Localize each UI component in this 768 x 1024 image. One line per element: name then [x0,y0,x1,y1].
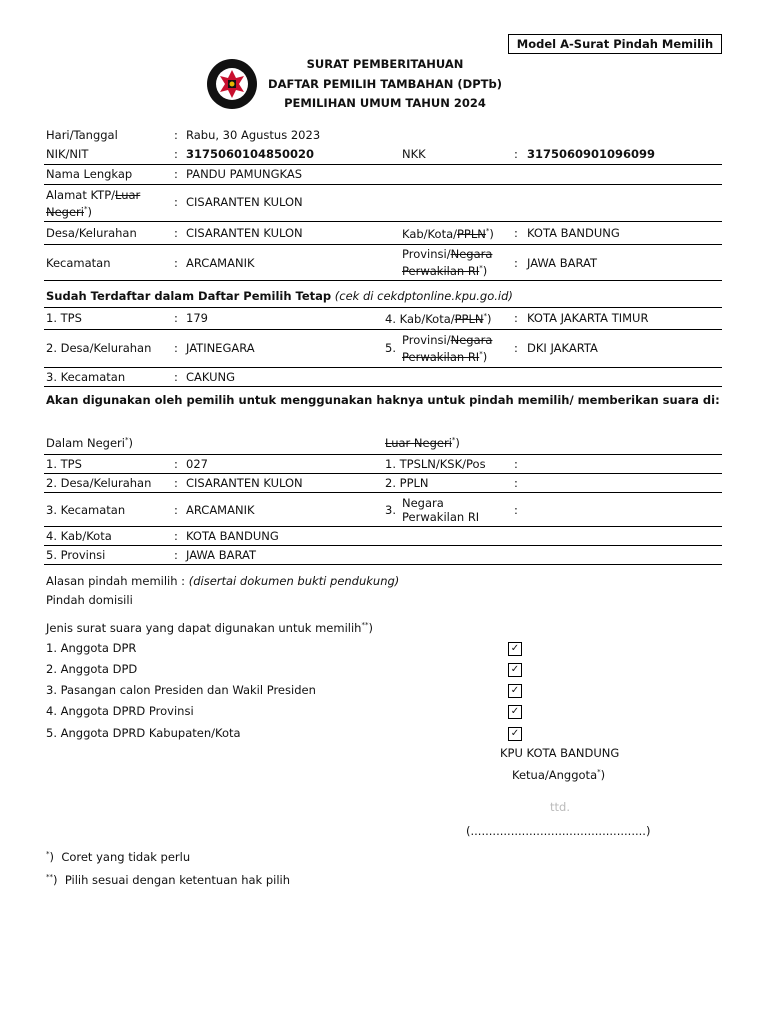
s1-prov-num: 5. [385,341,396,355]
s1-kab-label: 4. Kab/Kota/PPLN*) [385,312,492,326]
s1-tps-label: 1. TPS [46,311,82,325]
s2-kab-value: KOTA BANDUNG [186,529,279,543]
kab-value: KOTA BANDUNG [527,226,620,240]
footnote-1: *) Coret yang tidak perlu [46,850,191,864]
sep: : [174,370,178,384]
section2-heading: Akan digunakan oleh pemilih untuk menggunakan haknya untuk pindah memilih/ memberikan suara di: [46,393,720,407]
s2-kec-value: ARCAMANIK [186,503,255,517]
sep: : [174,503,178,517]
checkbox-dprd-kabkota[interactable]: ✓ [508,727,522,741]
sep: : [514,256,518,270]
sep: : [174,256,178,270]
title-line-3: PEMILIHAN UMUM TAHUN 2024 [284,96,486,110]
kpu-logo-icon [206,58,258,110]
sep: : [174,147,178,161]
nkk-label: NKK [402,147,426,161]
s1-prov-value: DKI JAKARTA [527,341,598,355]
checkbox-dprd-provinsi[interactable]: ✓ [508,705,522,719]
alasan-label: Alasan pindah memilih : (disertai dokumen bukti pendukung) [46,574,400,588]
s2-ppln-label: 2. PPLN [385,476,429,490]
luar-negeri-label: Luar Negeri*) [385,436,460,450]
sep: : [514,226,518,240]
s2-desa-label: 2. Desa/Kelurahan [46,476,152,490]
jenis-item: 4. Anggota DPRD Provinsi [46,704,194,718]
desa-value: CISARANTEN KULON [186,226,303,240]
s2-prov-value: JAWA BARAT [186,548,256,562]
sep: : [514,311,518,325]
s2-negara-num: 3. [385,503,396,517]
sep: : [174,476,178,490]
s1-kec-value: CAKUNG [186,370,236,384]
sep: : [174,548,178,562]
jenis-item: 3. Pasangan calon Presiden dan Wakil Presiden [46,683,316,697]
s1-kab-value: KOTA JAKARTA TIMUR [527,311,649,325]
title-line-2: DAFTAR PEMILIH TAMBAHAN (DPTb) [268,77,502,91]
nik-label: NIK/NIT [46,147,89,161]
s1-prov-label: Provinsi/Negara Perwakilan RI*) [402,333,493,364]
sep: : [514,457,518,471]
sep: : [174,311,178,325]
signature-role: Ketua/Anggota*) [512,768,606,782]
checkbox-presiden[interactable]: ✓ [508,684,522,698]
sep: : [514,147,518,161]
nkk-value: 3175060901096099 [527,147,656,161]
alamat-value: CISARANTEN KULON [186,195,303,209]
nama-label: Nama Lengkap [46,167,133,181]
dalam-negeri-label: Dalam Negeri*) [46,436,133,450]
s2-desa-value: CISARANTEN KULON [186,476,303,490]
alasan-value: Pindah domisili [46,593,133,607]
s2-negara-label: Negara Perwakilan RI [402,496,480,524]
alamat-label: Alamat KTP/Luar Negeri*) [46,188,141,219]
s1-tps-value: 179 [186,311,208,325]
desa-label: Desa/Kelurahan [46,226,137,240]
sep: : [174,167,178,181]
kec-label: Kecamatan [46,256,111,270]
sep: : [174,529,178,543]
checkbox-dpd[interactable]: ✓ [508,663,522,677]
sep: : [174,457,178,471]
kab-label: Kab/Kota/PPLN*) [402,227,494,241]
sep: : [174,128,178,142]
signature-ttd: ttd. [550,800,570,814]
nama-value: PANDU PAMUNGKAS [186,167,303,181]
sep: : [174,341,178,355]
s2-tpsln-label: 1. TPSLN/KSK/Pos [385,457,486,471]
model-label: Model A-Surat Pindah Memilih [508,34,722,54]
s2-tps-value: 027 [186,457,208,471]
hari-label: Hari/Tanggal [46,128,118,142]
sep: : [514,341,518,355]
footnote-2: **) Pilih sesuai dengan ketentuan hak pilih [46,873,291,887]
s2-kec-label: 3. Kecamatan [46,503,126,517]
s1-kec-label: 3. Kecamatan [46,370,126,384]
jenis-item: 1. Anggota DPR [46,641,137,655]
s1-desa-value: JATINEGARA [186,341,255,355]
jenis-label: Jenis surat suara yang dapat digunakan untuk memilih**) [46,621,373,635]
jenis-item: 2. Anggota DPD [46,662,138,676]
prov-label: Provinsi/Negara Perwakilan RI*) [402,247,493,278]
title-line-1: SURAT PEMBERITAHUAN [306,57,464,71]
signature-name-line: (................................................) [466,824,651,838]
s2-kab-label: 4. Kab/Kota [46,529,112,543]
s2-prov-label: 5. Provinsi [46,548,106,562]
sep: : [174,226,178,240]
prov-value: JAWA BARAT [527,256,597,270]
sep: : [514,476,518,490]
s1-desa-label: 2. Desa/Kelurahan [46,341,152,355]
hari-value: Rabu, 30 Agustus 2023 [186,128,321,142]
sep: : [514,503,518,517]
section1-heading: Sudah Terdaftar dalam Daftar Pemilih Tetap (cek di cekdptonline.kpu.go.id) [46,289,513,303]
signature-org: KPU KOTA BANDUNG [500,746,620,760]
nik-value: 3175060104850020 [186,147,315,161]
jenis-item: 5. Anggota DPRD Kabupaten/Kota [46,726,241,740]
kec-value: ARCAMANIK [186,256,255,270]
s2-tps-label: 1. TPS [46,457,82,471]
checkbox-dpr[interactable]: ✓ [508,642,522,656]
sep: : [174,195,178,209]
